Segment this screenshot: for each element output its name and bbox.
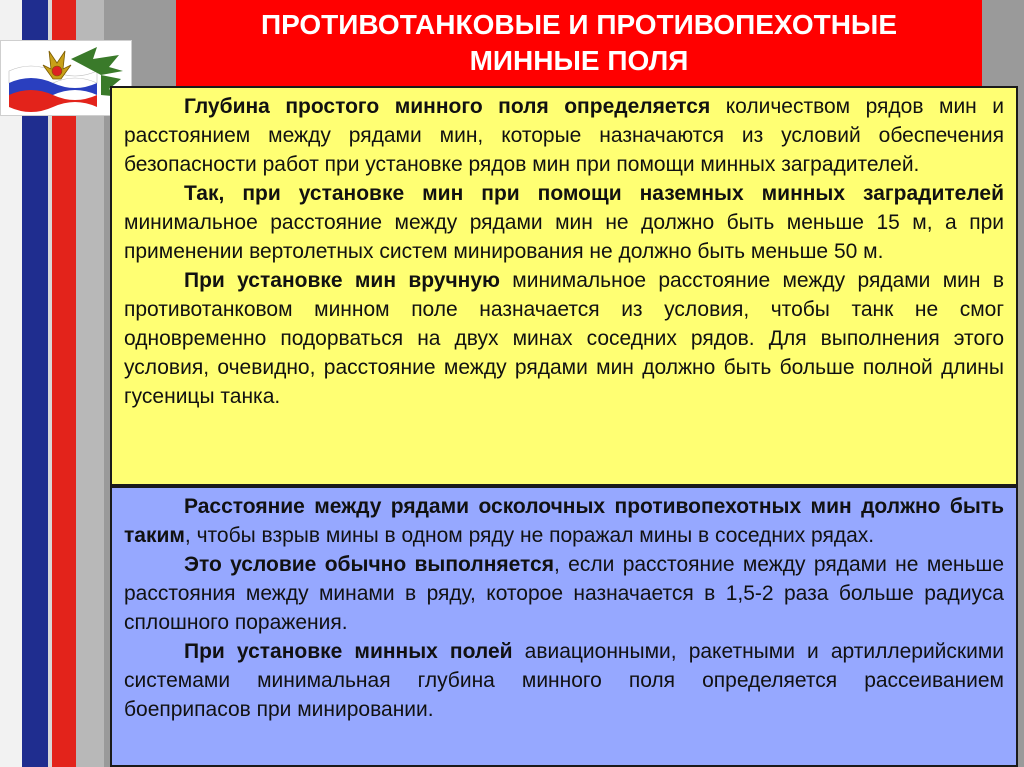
paragraph <box>124 92 1004 179</box>
paragraph-text: , чтобы взрыв мины в одном ряду не поражал мины в соседних рядах. <box>184 524 875 547</box>
yellow-text-panel <box>110 86 1018 486</box>
paragraph <box>124 179 1004 266</box>
bold-phrase: Расстояние между рядами осколочных противопехотных мин должно быть таким <box>124 495 1004 547</box>
paragraph <box>124 550 1004 637</box>
bold-phrase: Это условие обычно выполняется <box>184 553 554 576</box>
bold-phrase: При установке минных полей <box>184 640 513 663</box>
paragraph-text: количеством рядов мин и расстоянием между рядами мин, которые назначаются из условий обеспечения безопасности работ при установке рядов мин при помощи минных заградителей. <box>124 95 1004 176</box>
paragraph <box>124 266 1004 411</box>
paragraph-text: минимальное расстояние между рядами мин не должно быть меньше 15 м, а при применении вертолетных систем минирования не должно быть меньше 50 м. <box>124 211 1004 263</box>
bold-phrase: При установке мин вручную <box>184 269 500 292</box>
title-banner <box>176 0 982 86</box>
blue-text-panel <box>110 486 1018 767</box>
paragraph <box>124 492 1004 550</box>
paragraph-text: авиационными, ракетными и артиллерийскими системами минимальная глубина минного поля определяется рассеиванием боеприпасов при минировании. <box>124 640 1004 721</box>
bold-phrase: Так, при установке мин при помощи наземных минных заградителей <box>184 182 1004 205</box>
paragraph-text: минимальное расстояние между рядами мин в противотанковом минном поле назначается из условия, чтобы танк не смог одновременно подорваться на двух минах соседних рядов. Для выполнения этого условия, очевидно, расстояние между рядами мин должно быть больше полной длины гусеницы танка. <box>124 269 1004 408</box>
paragraph-text: , если расстояние между рядами не меньше расстояния между минами в ряду, которое назначается в 1,5-2 раза больше радиуса сплошного поражения. <box>124 553 1004 634</box>
paragraph <box>124 637 1004 724</box>
bold-phrase: Глубина простого минного поля определяется <box>184 95 711 118</box>
page-title: ПРОТИВОТАНКОВЫЕ И ПРОТИВОПЕХОТНЫЕ МИННЫЕ ПОЛЯ <box>260 9 898 76</box>
